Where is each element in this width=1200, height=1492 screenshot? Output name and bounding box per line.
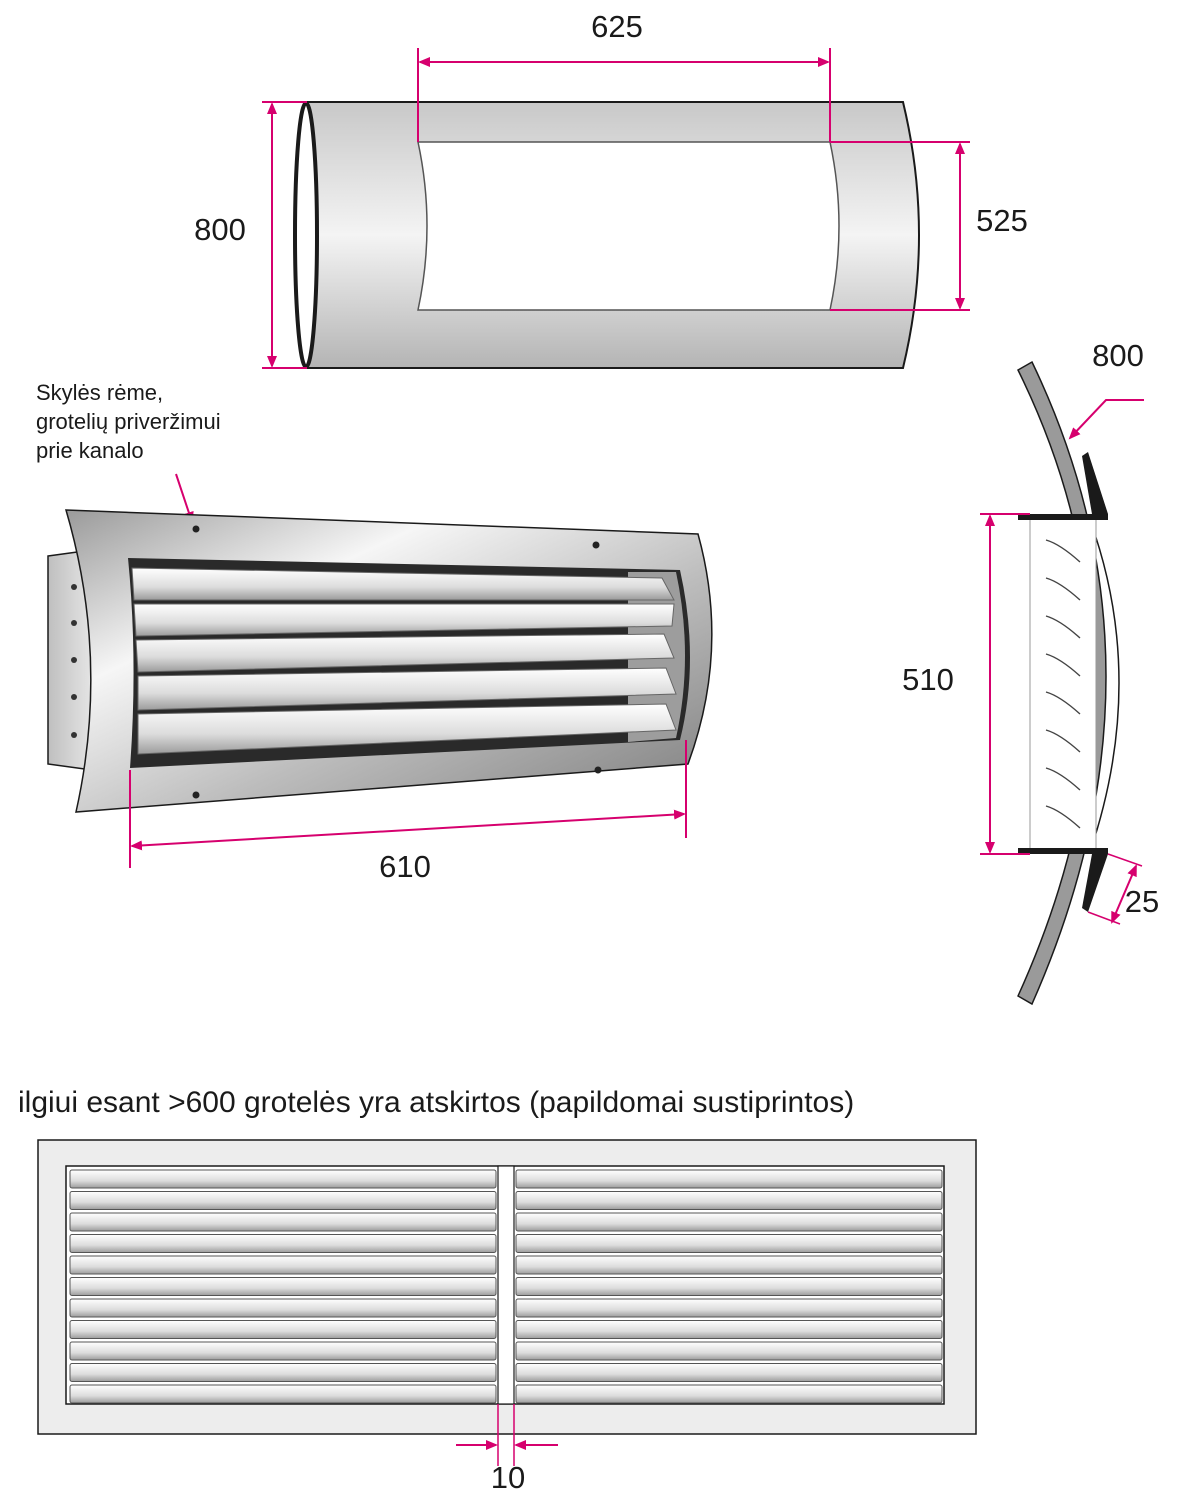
- radius-leader: [1070, 400, 1144, 438]
- dim-label-525: 525: [976, 203, 1028, 238]
- louvre-slat: [70, 1192, 496, 1210]
- louvre-slat: [70, 1213, 496, 1231]
- grille-view: [36, 380, 712, 884]
- louvre-slat: [516, 1192, 942, 1210]
- note-line-1: Skylės rėme,: [36, 380, 164, 405]
- louvre-slat: [516, 1385, 942, 1403]
- dim-label-10: 10: [490, 1460, 526, 1492]
- dim-label-625: 625: [591, 9, 643, 44]
- louvre-slat: [516, 1235, 942, 1253]
- split-slats-left: [70, 1170, 496, 1403]
- louvre-slat: [516, 1342, 942, 1360]
- louvre-slat: [70, 1235, 496, 1253]
- louvre-slat: [516, 1278, 942, 1296]
- split-divider: [498, 1166, 514, 1404]
- louvre-slat: [70, 1321, 496, 1339]
- louvre-slat: [70, 1170, 496, 1188]
- louvre-slat: [516, 1364, 942, 1382]
- split-grille: [18, 1086, 976, 1492]
- duct-view: [194, 9, 1028, 368]
- louvre-slat: [70, 1385, 496, 1403]
- louvre-slat: [70, 1299, 496, 1317]
- louvre-slat: [516, 1256, 942, 1274]
- side-section: [902, 338, 1159, 1004]
- louvre-slat: [516, 1299, 942, 1317]
- split-caption: ilgiui esant >600 grotelės yra atskirtos (papildomai sustiprintos): [18, 1086, 855, 1119]
- duct-opening: [418, 142, 839, 310]
- split-slats-right: [516, 1170, 942, 1403]
- dim-label-800-top: 800: [194, 212, 246, 247]
- louvre-slat: [516, 1170, 942, 1188]
- louvre-slat: [70, 1342, 496, 1360]
- note-line-3: prie kanalo: [36, 438, 144, 463]
- note-line-2: grotelių priveržimui: [36, 409, 221, 434]
- louvre-slat: [70, 1278, 496, 1296]
- dim-label-510: 510: [902, 662, 954, 697]
- louvre-slat: [516, 1321, 942, 1339]
- louvre-slat: [70, 1256, 496, 1274]
- dim-label-800-section: 800: [1092, 338, 1144, 373]
- dim-label-25: 25: [1124, 884, 1160, 919]
- grille-section-body: [1030, 518, 1096, 850]
- louvre-slat: [516, 1213, 942, 1231]
- louvre-slat: [70, 1364, 496, 1382]
- dim-line-610: [132, 814, 684, 846]
- dim-label-610: 610: [379, 849, 431, 884]
- duct-end-ellipse: [295, 103, 317, 367]
